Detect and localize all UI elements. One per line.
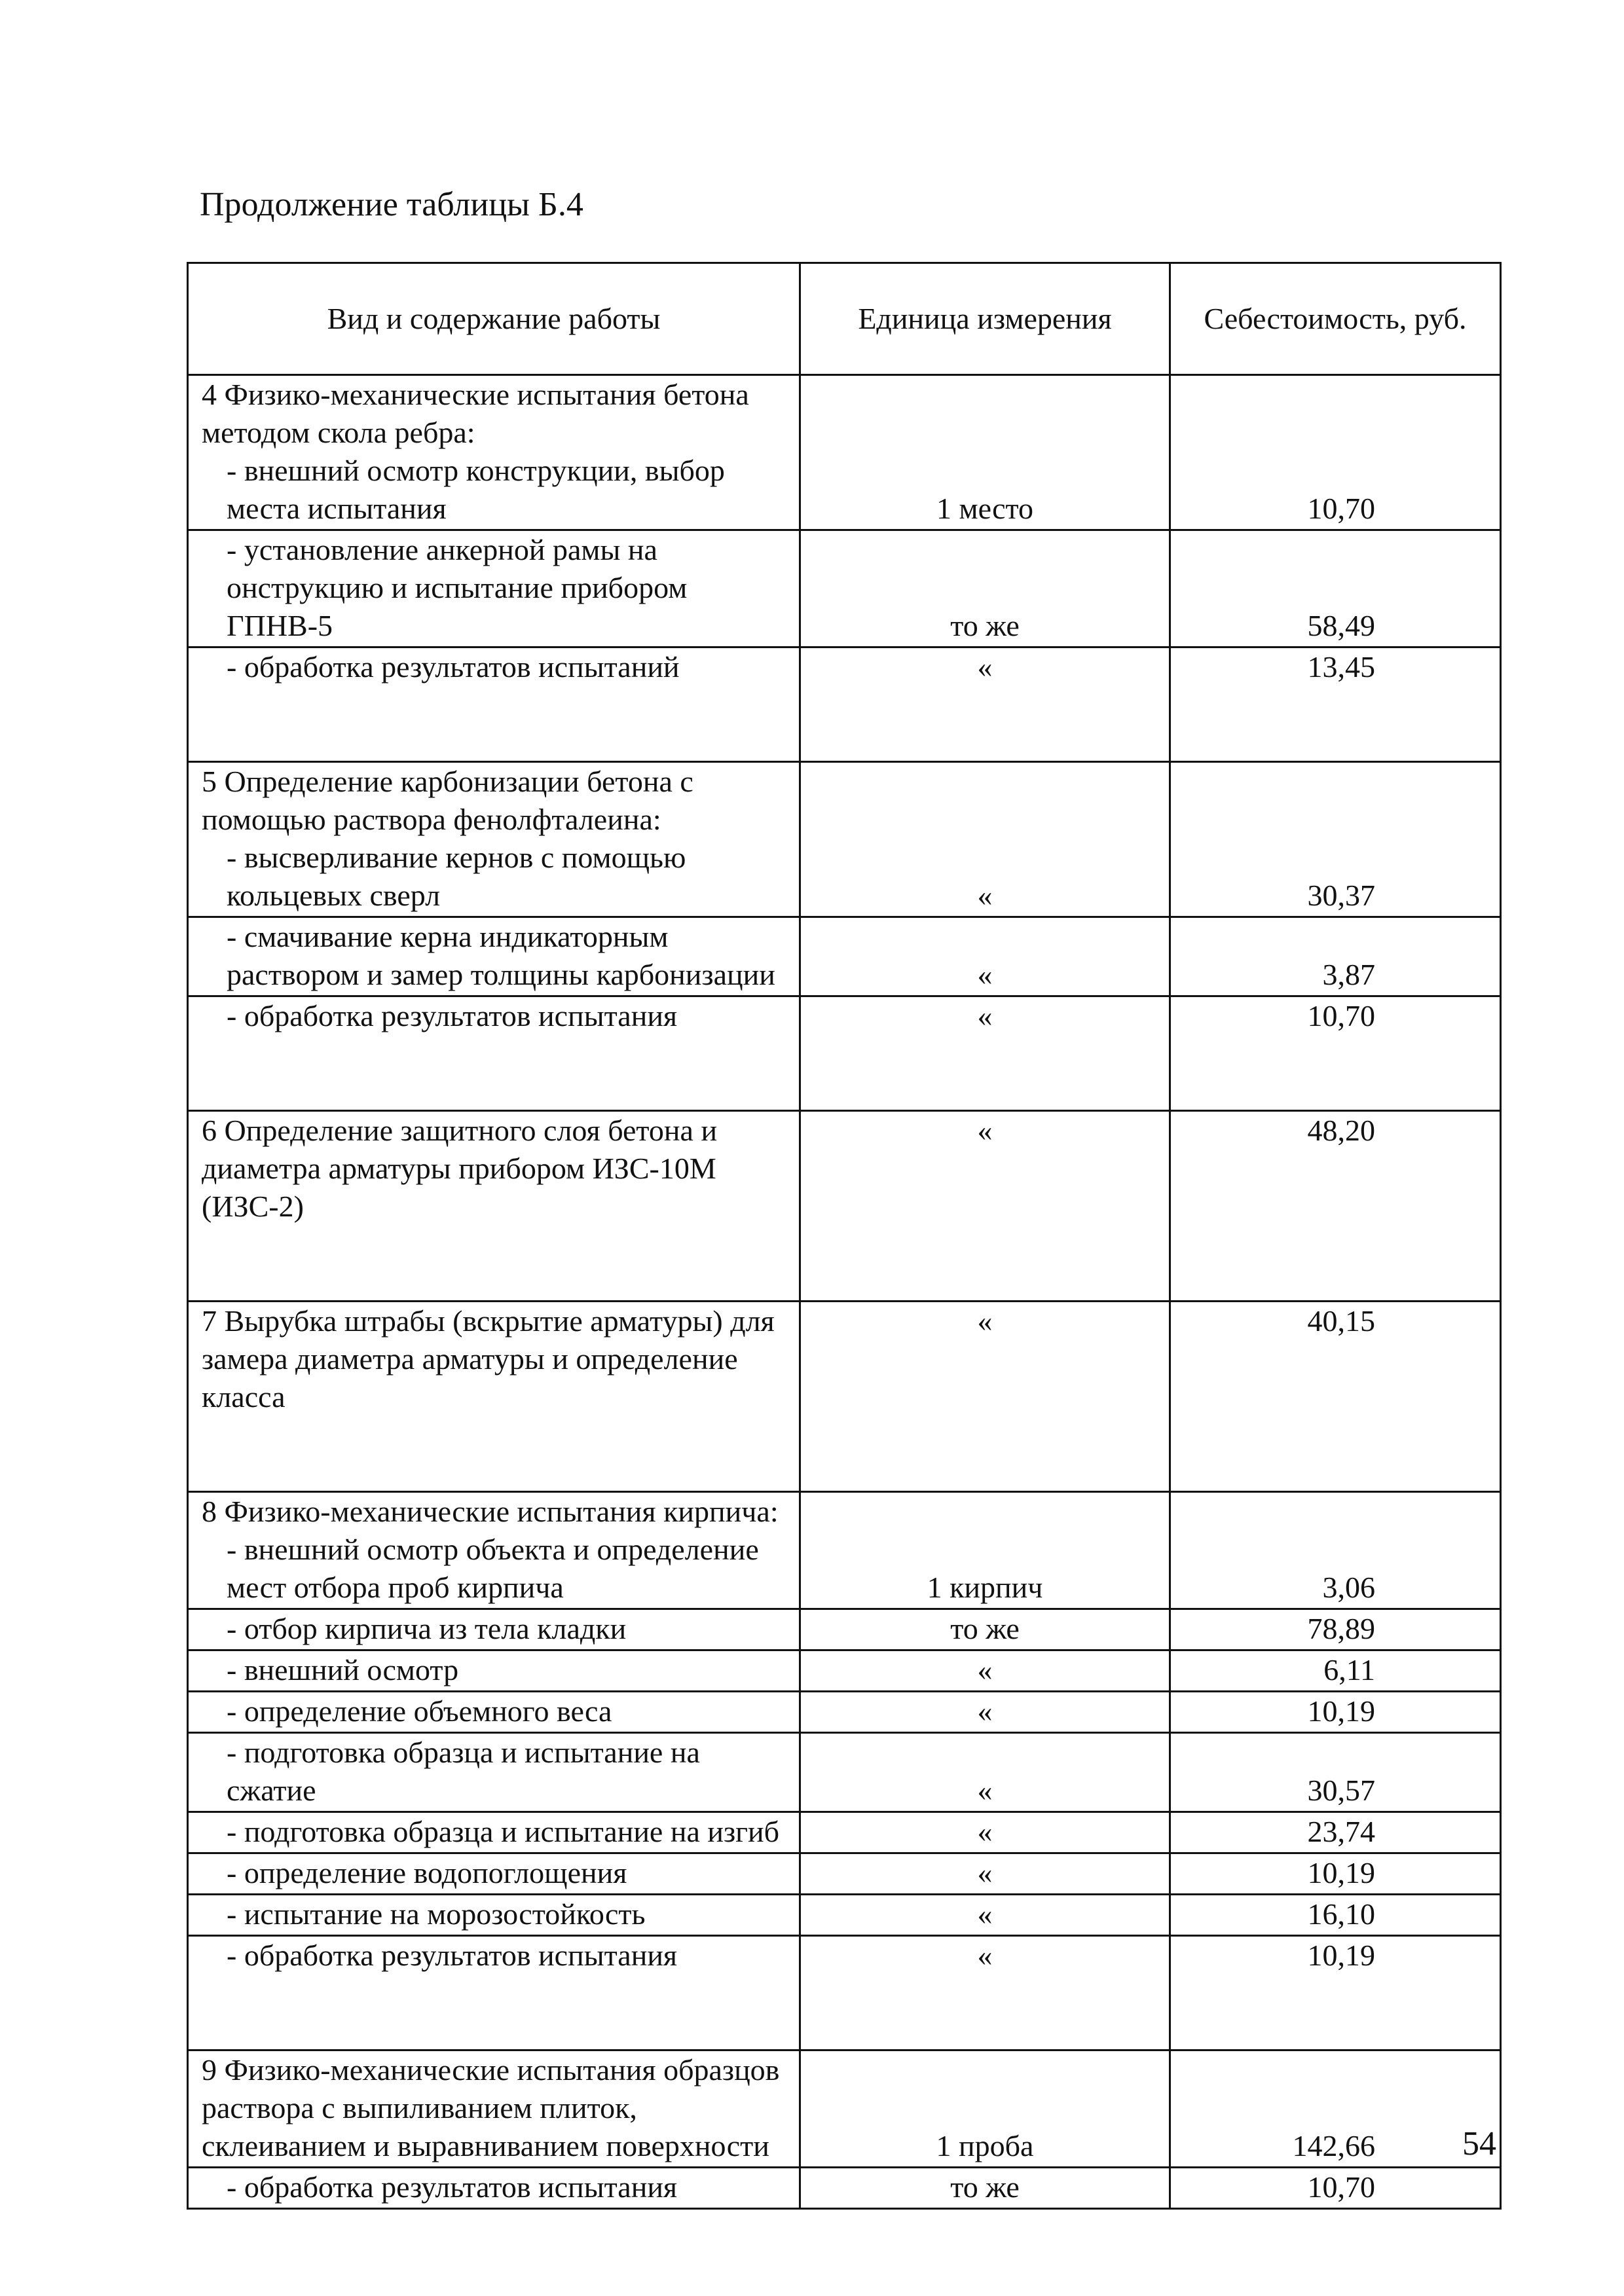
cost-cell: 3,06 [1170,1492,1501,1609]
item-text: - обработка результатов испытаний [227,650,680,683]
table-row [188,996,1501,1037]
section-title: 5 Определение карбонизации бетона с помощью раствора фенолфталеина: [202,765,693,836]
unit-cell: « [800,1650,1170,1692]
table-row [188,375,1501,530]
cost-cell: 58,49 [1170,530,1501,647]
work-cell [188,1936,800,1977]
item-text: - определение объемного веса [227,1694,612,1728]
page-number: 54 [1462,2125,1496,2162]
cost-cell: 3,87 [1170,917,1501,996]
table-row [188,762,1501,917]
spacer-row [188,1976,1501,2050]
table-header-row [188,263,1501,375]
table-row [188,1936,1501,1977]
unit-cell: « [800,996,1170,1037]
spacer-row [188,687,1501,762]
item-text: - установление анкерной рамы на онструкцию и испытание прибором ГПНВ-5 [227,533,688,642]
section-title: 9 Физико-механические испытания образцов раствора с выпиливанием плиток, склеиванием и выравниванием поверхности [202,2053,780,2162]
section-title: 8 Физико-механические испытания кирпича: [202,1495,779,1528]
cost-cell: 78,89 [1170,1609,1501,1650]
work-cell [188,996,800,1037]
item-text: - обработка результатов испытания [227,1939,678,1972]
unit-cell: « [800,1812,1170,1853]
unit-cell: то же [800,1609,1170,1650]
cost-cell: 10,70 [1170,2168,1501,2209]
work-cell [188,1111,800,1228]
cost-cell: 48,20 [1170,1111,1501,1228]
cost-cell: 23,74 [1170,1812,1501,1853]
cost-cell: 30,57 [1170,1733,1501,1812]
work-cell [188,1492,800,1609]
unit-cell: « [800,1853,1170,1895]
table-row [188,917,1501,996]
work-cell [188,1812,800,1853]
item-text: - определение водопоглощения [227,1856,627,1889]
work-cell [188,1895,800,1936]
item-text: - отбор кирпича из тела кладки [227,1612,627,1645]
cost-cell: 10,19 [1170,1853,1501,1895]
table-row [188,647,1501,688]
cost-cell: 10,70 [1170,375,1501,530]
work-cell [188,917,800,996]
work-cell [188,1302,800,1418]
work-cell [188,2168,800,2209]
work-cell [188,1609,800,1650]
section-title: 4 Физико-механические испытания бетона методом скола ребра: [202,378,749,449]
item-text: - смачивание керна индикаторным раствором и замер толщины карбонизации [227,920,775,991]
unit-cell: 1 проба [800,2050,1170,2168]
cost-cell: 10,19 [1170,1692,1501,1733]
table-row [188,1895,1501,1936]
cost-cell: 142,66 [1170,2050,1501,2168]
table-caption: Продолжение таблицы Б.4 [200,186,583,223]
table-row [188,2050,1501,2168]
spacer-row [188,1227,1501,1302]
work-cell [188,1853,800,1895]
table-row [188,1733,1501,1812]
unit-cell: « [800,647,1170,688]
cost-cell: 6,11 [1170,1650,1501,1692]
spacer-row [188,1417,1501,1492]
unit-cell: « [800,917,1170,996]
spacer-row [188,1036,1501,1111]
header-unit: Единица измерения [800,263,1170,375]
item-text: - обработка результатов испытания [227,2170,678,2204]
unit-cell: то же [800,530,1170,647]
work-cell [188,2050,800,2168]
cost-cell: 40,15 [1170,1302,1501,1418]
cost-cell: 13,45 [1170,647,1501,688]
table-row [188,1609,1501,1650]
header-work-type: Вид и содержание работы [188,263,800,375]
table-row [188,530,1501,647]
unit-cell: « [800,1692,1170,1733]
unit-cell: « [800,1936,1170,1977]
unit-cell: « [800,1111,1170,1228]
cost-cell: 16,10 [1170,1895,1501,1936]
cost-cell: 10,19 [1170,1936,1501,1977]
item-text: - высверливание кернов с помощью кольцевых сверл [227,841,686,912]
unit-cell: « [800,762,1170,917]
table-row [188,1111,1501,1228]
work-cell [188,375,800,530]
work-cell [188,762,800,917]
work-cell [188,1692,800,1733]
item-text: - внешний осмотр [227,1653,459,1686]
work-cell [188,1650,800,1692]
item-text: - подготовка образца и испытание на изгиб [227,1815,780,1848]
unit-cell: « [800,1733,1170,1812]
cost-cell: 30,37 [1170,762,1501,917]
unit-cell: 1 кирпич [800,1492,1170,1609]
item-text: - внешний осмотр конструкции, выбор места испытания [227,454,725,525]
table-row [188,1812,1501,1853]
unit-cell: « [800,1302,1170,1418]
table-row [188,1692,1501,1733]
unit-cell: 1 место [800,375,1170,530]
table-row [188,1302,1501,1418]
item-text: - внешний осмотр объекта и определение мест отбора проб кирпича [227,1533,759,1604]
table-row [188,1492,1501,1609]
work-cell [188,647,800,688]
cost-table [187,262,1502,2210]
section-title: 6 Определение защитного слоя бетона и диаметра арматуры прибором ИЗС-10М (ИЗС-2) [202,1114,718,1223]
unit-cell: то же [800,2168,1170,2209]
work-cell [188,1733,800,1812]
item-text: - обработка результатов испытания [227,999,678,1032]
item-text: - испытание на морозостойкость [227,1897,646,1931]
unit-cell: « [800,1895,1170,1936]
table-row [188,1853,1501,1895]
table-row [188,1650,1501,1692]
section-title: 7 Вырубка штрабы (вскрытие арматуры) для замера диаметра арматуры и определение класса [202,1304,775,1413]
header-cost: Себестоимость, руб. [1170,263,1501,375]
table-row [188,2168,1501,2209]
work-cell [188,530,800,647]
cost-cell: 10,70 [1170,996,1501,1037]
item-text: - подготовка образца и испытание на сжатие [227,1736,700,1807]
